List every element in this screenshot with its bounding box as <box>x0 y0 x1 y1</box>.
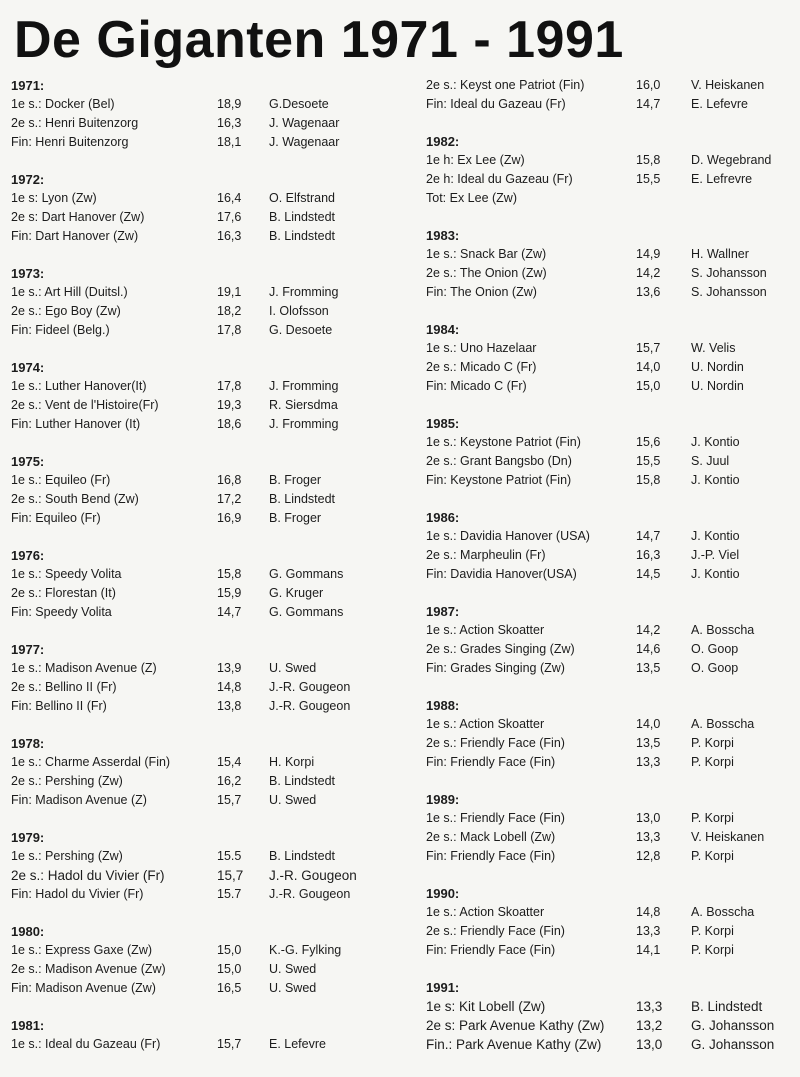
race-time: 13,2 <box>636 1018 663 1033</box>
race-time: 14,8 <box>636 905 661 919</box>
year-heading: 1986: <box>426 510 460 525</box>
race-name: 1e s: Lyon (Zw) <box>11 191 97 205</box>
race-name: 1e s: Kit Lobell (Zw) <box>426 999 546 1014</box>
race-time: 15.5 <box>217 849 242 863</box>
race-name: 1e s.: Express Gaxe (Zw) <box>11 943 153 957</box>
result-row <box>426 76 792 95</box>
result-row <box>426 189 792 208</box>
race-time: 12,8 <box>636 849 661 863</box>
year-block <box>11 264 403 340</box>
driver-name: G. Johansson <box>691 1018 775 1033</box>
result-row <box>426 452 792 471</box>
result-row <box>426 565 792 584</box>
year-heading: 1985: <box>426 416 460 431</box>
page-title: De Giganten 1971 - 1991 <box>14 11 624 69</box>
year-block <box>11 546 403 622</box>
driver-name: J. Wagenaar <box>269 135 340 149</box>
race-name: Fin: Davidia Hanover(USA) <box>426 567 577 581</box>
race-name: 2e s.: Madison Avenue (Zw) <box>11 962 166 976</box>
year-heading: 1980: <box>11 924 45 939</box>
driver-name: J.-P. Viel <box>691 548 740 562</box>
driver-name: U. Swed <box>269 981 317 995</box>
race-time: 15,8 <box>636 153 661 167</box>
year-heading: 1975: <box>11 454 45 469</box>
driver-name: B. Froger <box>269 473 322 487</box>
result-row <box>11 321 403 340</box>
race-name: 1e s.: Keystone Patriot (Fin) <box>426 435 581 449</box>
driver-name: A. Bosscha <box>691 717 755 731</box>
result-row <box>426 903 792 922</box>
race-name: 2e s.: Friendly Face (Fin) <box>426 924 565 938</box>
race-name: Fin: Equileo (Fr) <box>11 511 101 525</box>
race-name: Fin: Speedy Volita <box>11 605 112 619</box>
year-heading: 1977: <box>11 642 45 657</box>
driver-name: O. Goop <box>691 661 739 675</box>
driver-name: P. Korpi <box>691 811 734 825</box>
race-time: 15,0 <box>217 962 242 976</box>
driver-name: S. Johansson <box>691 285 767 299</box>
driver-name: O. Goop <box>691 642 739 656</box>
year-heading: 1988: <box>426 698 460 713</box>
result-row <box>11 133 403 152</box>
race-name: 2e s.: Ego Boy (Zw) <box>11 304 121 318</box>
race-time: 13,5 <box>636 736 661 750</box>
race-name: 2e s.: Mack Lobell (Zw) <box>426 830 556 844</box>
driver-name: G. Johansson <box>691 1037 775 1052</box>
race-time: 16,3 <box>636 548 661 562</box>
driver-name: B. Lindstedt <box>269 492 336 506</box>
year-heading: 1974: <box>11 360 45 375</box>
driver-name: R. Siersdma <box>269 398 338 412</box>
result-row <box>426 546 792 565</box>
driver-name: J. Wagenaar <box>269 116 340 130</box>
race-name: 1e s.: Ideal du Gazeau (Fr) <box>11 1037 161 1051</box>
result-row <box>11 885 403 904</box>
race-time: 13,3 <box>636 924 661 938</box>
race-time: 14,7 <box>636 529 661 543</box>
race-time: 17,6 <box>217 210 242 224</box>
result-row <box>426 377 792 396</box>
race-name: 1e s.: Speedy Volita <box>11 567 122 581</box>
race-name: 2e s.: South Bend (Zw) <box>11 492 139 506</box>
race-time: 19,1 <box>217 285 242 299</box>
race-time: 15,5 <box>636 172 661 186</box>
driver-name: W. Velis <box>691 341 736 355</box>
race-name: 2e s: Park Avenue Kathy (Zw) <box>426 1018 605 1033</box>
race-time: 16,8 <box>217 473 242 487</box>
race-name: 2e s.: Grant Bangsbo (Dn) <box>426 454 572 468</box>
result-row <box>11 941 403 960</box>
race-time: 15,7 <box>217 1037 242 1051</box>
race-time: 16,4 <box>217 191 242 205</box>
race-name: 2e s.: Florestan (It) <box>11 586 116 600</box>
driver-name: J. Kontio <box>691 529 740 543</box>
race-time: 13,8 <box>217 699 242 713</box>
year-block <box>426 884 792 960</box>
race-time: 14,0 <box>636 717 661 731</box>
year-block <box>426 978 792 1054</box>
driver-name: A. Bosscha <box>691 905 755 919</box>
race-time: 19,3 <box>217 398 242 412</box>
result-row <box>11 697 403 716</box>
race-time: 16,9 <box>217 511 242 525</box>
result-row <box>426 753 792 772</box>
race-name: Fin: Hadol du Vivier (Fr) <box>11 887 144 901</box>
race-name: Fin: Friendly Face (Fin) <box>426 943 556 957</box>
result-row <box>426 151 792 170</box>
result-row <box>11 95 403 114</box>
year-heading: 1971: <box>11 78 45 93</box>
result-row <box>426 809 792 828</box>
driver-name: J. Kontio <box>691 567 740 581</box>
race-time: 14,9 <box>636 247 661 261</box>
race-name: Fin: The Onion (Zw) <box>426 285 537 299</box>
year-heading: 1976: <box>11 548 45 563</box>
race-name: 2e s.: Henri Buitenzorg <box>11 116 139 130</box>
driver-name: B. Lindstedt <box>269 774 336 788</box>
race-name: 2e s.: Grades Singing (Zw) <box>426 642 575 656</box>
race-name: 2e s.: Friendly Face (Fin) <box>426 736 565 750</box>
driver-name: G. Gommans <box>269 605 344 619</box>
race-name: 2e s.: Pershing (Zw) <box>11 774 123 788</box>
result-row <box>426 339 792 358</box>
race-time: 16,3 <box>217 229 242 243</box>
race-name: Fin: Grades Singing (Zw) <box>426 661 565 675</box>
year-block <box>11 170 403 246</box>
result-row <box>426 828 792 847</box>
driver-name: G. Gommans <box>269 567 344 581</box>
race-name: Fin.: Park Avenue Kathy (Zw) <box>426 1037 602 1052</box>
race-time: 14,6 <box>636 642 661 656</box>
race-name: 1e s.: Snack Bar (Zw) <box>426 247 547 261</box>
year-heading: 1978: <box>11 736 45 751</box>
result-row <box>426 715 792 734</box>
race-name: 1e s.: Uno Hazelaar <box>426 341 537 355</box>
race-name: 1e s.: Docker (Bel) <box>11 97 115 111</box>
race-name: 2e s.: Keyst one Patriot (Fin) <box>426 78 585 92</box>
race-name: Fin: Ideal du Gazeau (Fr) <box>426 97 566 111</box>
result-row <box>426 264 792 283</box>
year-block <box>11 734 403 810</box>
year-block <box>11 76 403 152</box>
race-name: 2e s.: Hadol du Vivier (Fr) <box>11 868 165 883</box>
year-heading: 1989: <box>426 792 460 807</box>
result-row <box>11 208 403 227</box>
year-block <box>426 226 792 302</box>
race-time: 14,5 <box>636 567 661 581</box>
result-row <box>11 377 403 396</box>
driver-name: U. Swed <box>269 962 317 976</box>
year-block <box>426 76 792 114</box>
year-block <box>426 132 792 208</box>
driver-name: B. Lindstedt <box>269 229 336 243</box>
race-time: 13,3 <box>636 999 663 1014</box>
race-name: 2e s: Dart Hanover (Zw) <box>11 210 145 224</box>
driver-name: U. Swed <box>269 661 317 675</box>
race-time: 17,8 <box>217 379 242 393</box>
race-name: Fin: Luther Hanover (It) <box>11 417 141 431</box>
race-time: 13,0 <box>636 811 661 825</box>
race-name: 2e h: Ideal du Gazeau (Fr) <box>426 172 573 186</box>
race-time: 13,5 <box>636 661 661 675</box>
race-name: 1e s.: Luther Hanover(It) <box>11 379 147 393</box>
race-name: 1e s.: Davidia Hanover (USA) <box>426 529 590 543</box>
driver-name: U. Swed <box>269 793 317 807</box>
driver-name: P. Korpi <box>691 924 734 938</box>
result-row <box>426 433 792 452</box>
race-time: 16,3 <box>217 116 242 130</box>
result-row <box>11 1035 403 1054</box>
driver-name: H. Wallner <box>691 247 749 261</box>
result-row <box>11 283 403 302</box>
result-row <box>426 997 792 1016</box>
results-column-right <box>426 76 792 1072</box>
driver-name: J. Fromming <box>269 379 339 393</box>
result-row <box>426 640 792 659</box>
result-row <box>11 189 403 208</box>
race-name: 1e s.: Art Hill (Duitsl.) <box>11 285 128 299</box>
driver-name: P. Korpi <box>691 755 734 769</box>
race-name: Fin: Friendly Face (Fin) <box>426 755 556 769</box>
driver-name: J. Fromming <box>269 417 339 431</box>
race-name: 1e s.: Pershing (Zw) <box>11 849 123 863</box>
driver-name: E. Lefevre <box>269 1037 326 1051</box>
result-row <box>11 753 403 772</box>
race-time: 14,7 <box>636 97 661 111</box>
race-time: 15,9 <box>217 586 242 600</box>
race-time: 16,5 <box>217 981 242 995</box>
year-heading: 1972: <box>11 172 45 187</box>
driver-name: U. Nordin <box>691 379 744 393</box>
result-row <box>426 621 792 640</box>
result-row <box>426 170 792 189</box>
race-time: 14,7 <box>217 605 242 619</box>
year-block <box>11 640 403 716</box>
race-name: 1e s.: Action Skoatter <box>426 623 545 637</box>
race-name: 1e s.: Action Skoatter <box>426 717 545 731</box>
year-block <box>11 452 403 528</box>
race-time: 18,6 <box>217 417 242 431</box>
result-row <box>11 509 403 528</box>
race-name: Fin: Dart Hanover (Zw) <box>11 229 139 243</box>
driver-name: G.Desoete <box>269 97 329 111</box>
race-time: 15,7 <box>217 868 244 883</box>
race-name: 1e s.: Action Skoatter <box>426 905 545 919</box>
driver-name: G. Desoete <box>269 323 333 337</box>
race-time: 13,3 <box>636 830 661 844</box>
driver-name: J.-R. Gougeon <box>269 680 351 694</box>
year-heading: 1984: <box>426 322 460 337</box>
result-row <box>426 659 792 678</box>
race-time: 13,3 <box>636 755 661 769</box>
race-name: 1e s.: Charme Asserdal (Fin) <box>11 755 171 769</box>
driver-name: P. Korpi <box>691 943 734 957</box>
year-block <box>11 358 403 434</box>
result-row <box>426 283 792 302</box>
driver-name: B. Froger <box>269 511 322 525</box>
result-row <box>426 734 792 753</box>
year-block <box>426 414 792 490</box>
driver-name: I. Olofsson <box>269 304 329 318</box>
driver-name: G. Kruger <box>269 586 324 600</box>
driver-name: J. Kontio <box>691 473 740 487</box>
race-time: 16,0 <box>636 78 661 92</box>
race-time: 13,6 <box>636 285 661 299</box>
driver-name: A. Bosscha <box>691 623 755 637</box>
year-block <box>426 508 792 584</box>
race-name: 1e s.: Friendly Face (Fin) <box>426 811 565 825</box>
driver-name: J.-R. Gougeon <box>269 868 357 883</box>
race-time: 14,8 <box>217 680 242 694</box>
result-row <box>11 396 403 415</box>
result-row <box>426 1016 792 1035</box>
year-block <box>11 828 403 904</box>
race-time: 17,2 <box>217 492 242 506</box>
result-row <box>11 565 403 584</box>
year-heading: 1973: <box>11 266 45 281</box>
result-row <box>11 302 403 321</box>
year-heading: 1987: <box>426 604 460 619</box>
results-column-left <box>11 76 403 1072</box>
race-name: Fin: Henri Buitenzorg <box>11 135 129 149</box>
result-row <box>11 227 403 246</box>
race-time: 15,7 <box>217 793 242 807</box>
driver-name: U. Nordin <box>691 360 744 374</box>
year-block <box>426 320 792 396</box>
result-row <box>11 772 403 791</box>
year-heading: 1979: <box>11 830 45 845</box>
race-name: 2e s.: Bellino II (Fr) <box>11 680 117 694</box>
driver-name: B. Lindstedt <box>269 849 336 863</box>
race-time: 15,6 <box>636 435 661 449</box>
driver-name: V. Heiskanen <box>691 78 765 92</box>
driver-name: P. Korpi <box>691 849 734 863</box>
driver-name: D. Wegebrand <box>691 153 772 167</box>
race-time: 18,2 <box>217 304 242 318</box>
result-row <box>426 941 792 960</box>
race-time: 14,0 <box>636 360 661 374</box>
race-time: 15,0 <box>636 379 661 393</box>
year-heading: 1983: <box>426 228 460 243</box>
year-block <box>426 696 792 772</box>
driver-name: K.-G. Fylking <box>269 943 342 957</box>
race-time: 13,9 <box>217 661 242 675</box>
driver-name: J. Fromming <box>269 285 339 299</box>
driver-name: E. Lefevre <box>691 97 748 111</box>
race-time: 15,5 <box>636 454 661 468</box>
race-name: 2e s.: Vent de l'Histoire(Fr) <box>11 398 159 412</box>
driver-name: S. Juul <box>691 454 730 468</box>
race-time: 17,8 <box>217 323 242 337</box>
race-name: 1e s.: Madison Avenue (Z) <box>11 661 157 675</box>
result-row <box>426 358 792 377</box>
year-block <box>11 922 403 998</box>
race-time: 18,9 <box>217 97 242 111</box>
race-name: Fin: Friendly Face (Fin) <box>426 849 556 863</box>
driver-name: B. Lindstedt <box>691 999 763 1014</box>
race-time: 15,7 <box>636 341 661 355</box>
year-heading: 1990: <box>426 886 460 901</box>
race-time: 14,2 <box>636 266 661 280</box>
result-row <box>11 979 403 998</box>
year-heading: 1991: <box>426 980 460 995</box>
result-row <box>11 866 403 885</box>
race-time: 15,4 <box>217 755 242 769</box>
result-row <box>426 922 792 941</box>
result-row <box>11 471 403 490</box>
year-block <box>426 602 792 678</box>
race-name: 1e s.: Equileo (Fr) <box>11 473 111 487</box>
race-name: Fin: Bellino II (Fr) <box>11 699 107 713</box>
year-block <box>426 790 792 866</box>
race-time: 15,8 <box>217 567 242 581</box>
race-name: Tot: Ex Lee (Zw) <box>426 191 517 205</box>
race-time: 16,2 <box>217 774 242 788</box>
race-name: 2e s.: The Onion (Zw) <box>426 266 547 280</box>
race-name: Fin: Micado C (Fr) <box>426 379 527 393</box>
year-heading: 1982: <box>426 134 460 149</box>
result-row <box>426 471 792 490</box>
result-row <box>11 603 403 622</box>
result-row <box>426 1035 792 1054</box>
race-name: Fin: Madison Avenue (Z) <box>11 793 147 807</box>
driver-name: J. Kontio <box>691 435 740 449</box>
race-time: 14,2 <box>636 623 661 637</box>
result-row <box>426 95 792 114</box>
year-heading: 1981: <box>11 1018 45 1033</box>
driver-name: H. Korpi <box>269 755 315 769</box>
race-time: 18,1 <box>217 135 242 149</box>
race-time: 15,0 <box>217 943 242 957</box>
race-name: 2e s.: Micado C (Fr) <box>426 360 537 374</box>
result-row <box>11 847 403 866</box>
driver-name: O. Elfstrand <box>269 191 335 205</box>
driver-name: J.-R. Gougeon <box>269 887 351 901</box>
result-row <box>426 527 792 546</box>
race-name: Fin: Madison Avenue (Zw) <box>11 981 156 995</box>
driver-name: E. Lefrevre <box>691 172 753 186</box>
result-row <box>11 791 403 810</box>
race-time: 13,0 <box>636 1037 663 1052</box>
driver-name: S. Johansson <box>691 266 767 280</box>
result-row <box>426 847 792 866</box>
race-time: 14,1 <box>636 943 661 957</box>
result-row <box>11 659 403 678</box>
result-row <box>11 415 403 434</box>
year-block <box>11 1016 403 1054</box>
result-row <box>426 245 792 264</box>
result-row <box>11 114 403 133</box>
race-name: 2e s.: Marpheulin (Fr) <box>426 548 546 562</box>
result-row <box>11 678 403 697</box>
result-row <box>11 960 403 979</box>
result-row <box>11 490 403 509</box>
result-row <box>11 584 403 603</box>
driver-name: B. Lindstedt <box>269 210 336 224</box>
driver-name: J.-R. Gougeon <box>269 699 351 713</box>
driver-name: P. Korpi <box>691 736 734 750</box>
race-time: 15,8 <box>636 473 661 487</box>
driver-name: V. Heiskanen <box>691 830 765 844</box>
race-time: 15.7 <box>217 887 242 901</box>
race-name: 1e h: Ex Lee (Zw) <box>426 153 525 167</box>
race-name: Fin: Keystone Patriot (Fin) <box>426 473 572 487</box>
race-name: Fin: Fideel (Belg.) <box>11 323 110 337</box>
